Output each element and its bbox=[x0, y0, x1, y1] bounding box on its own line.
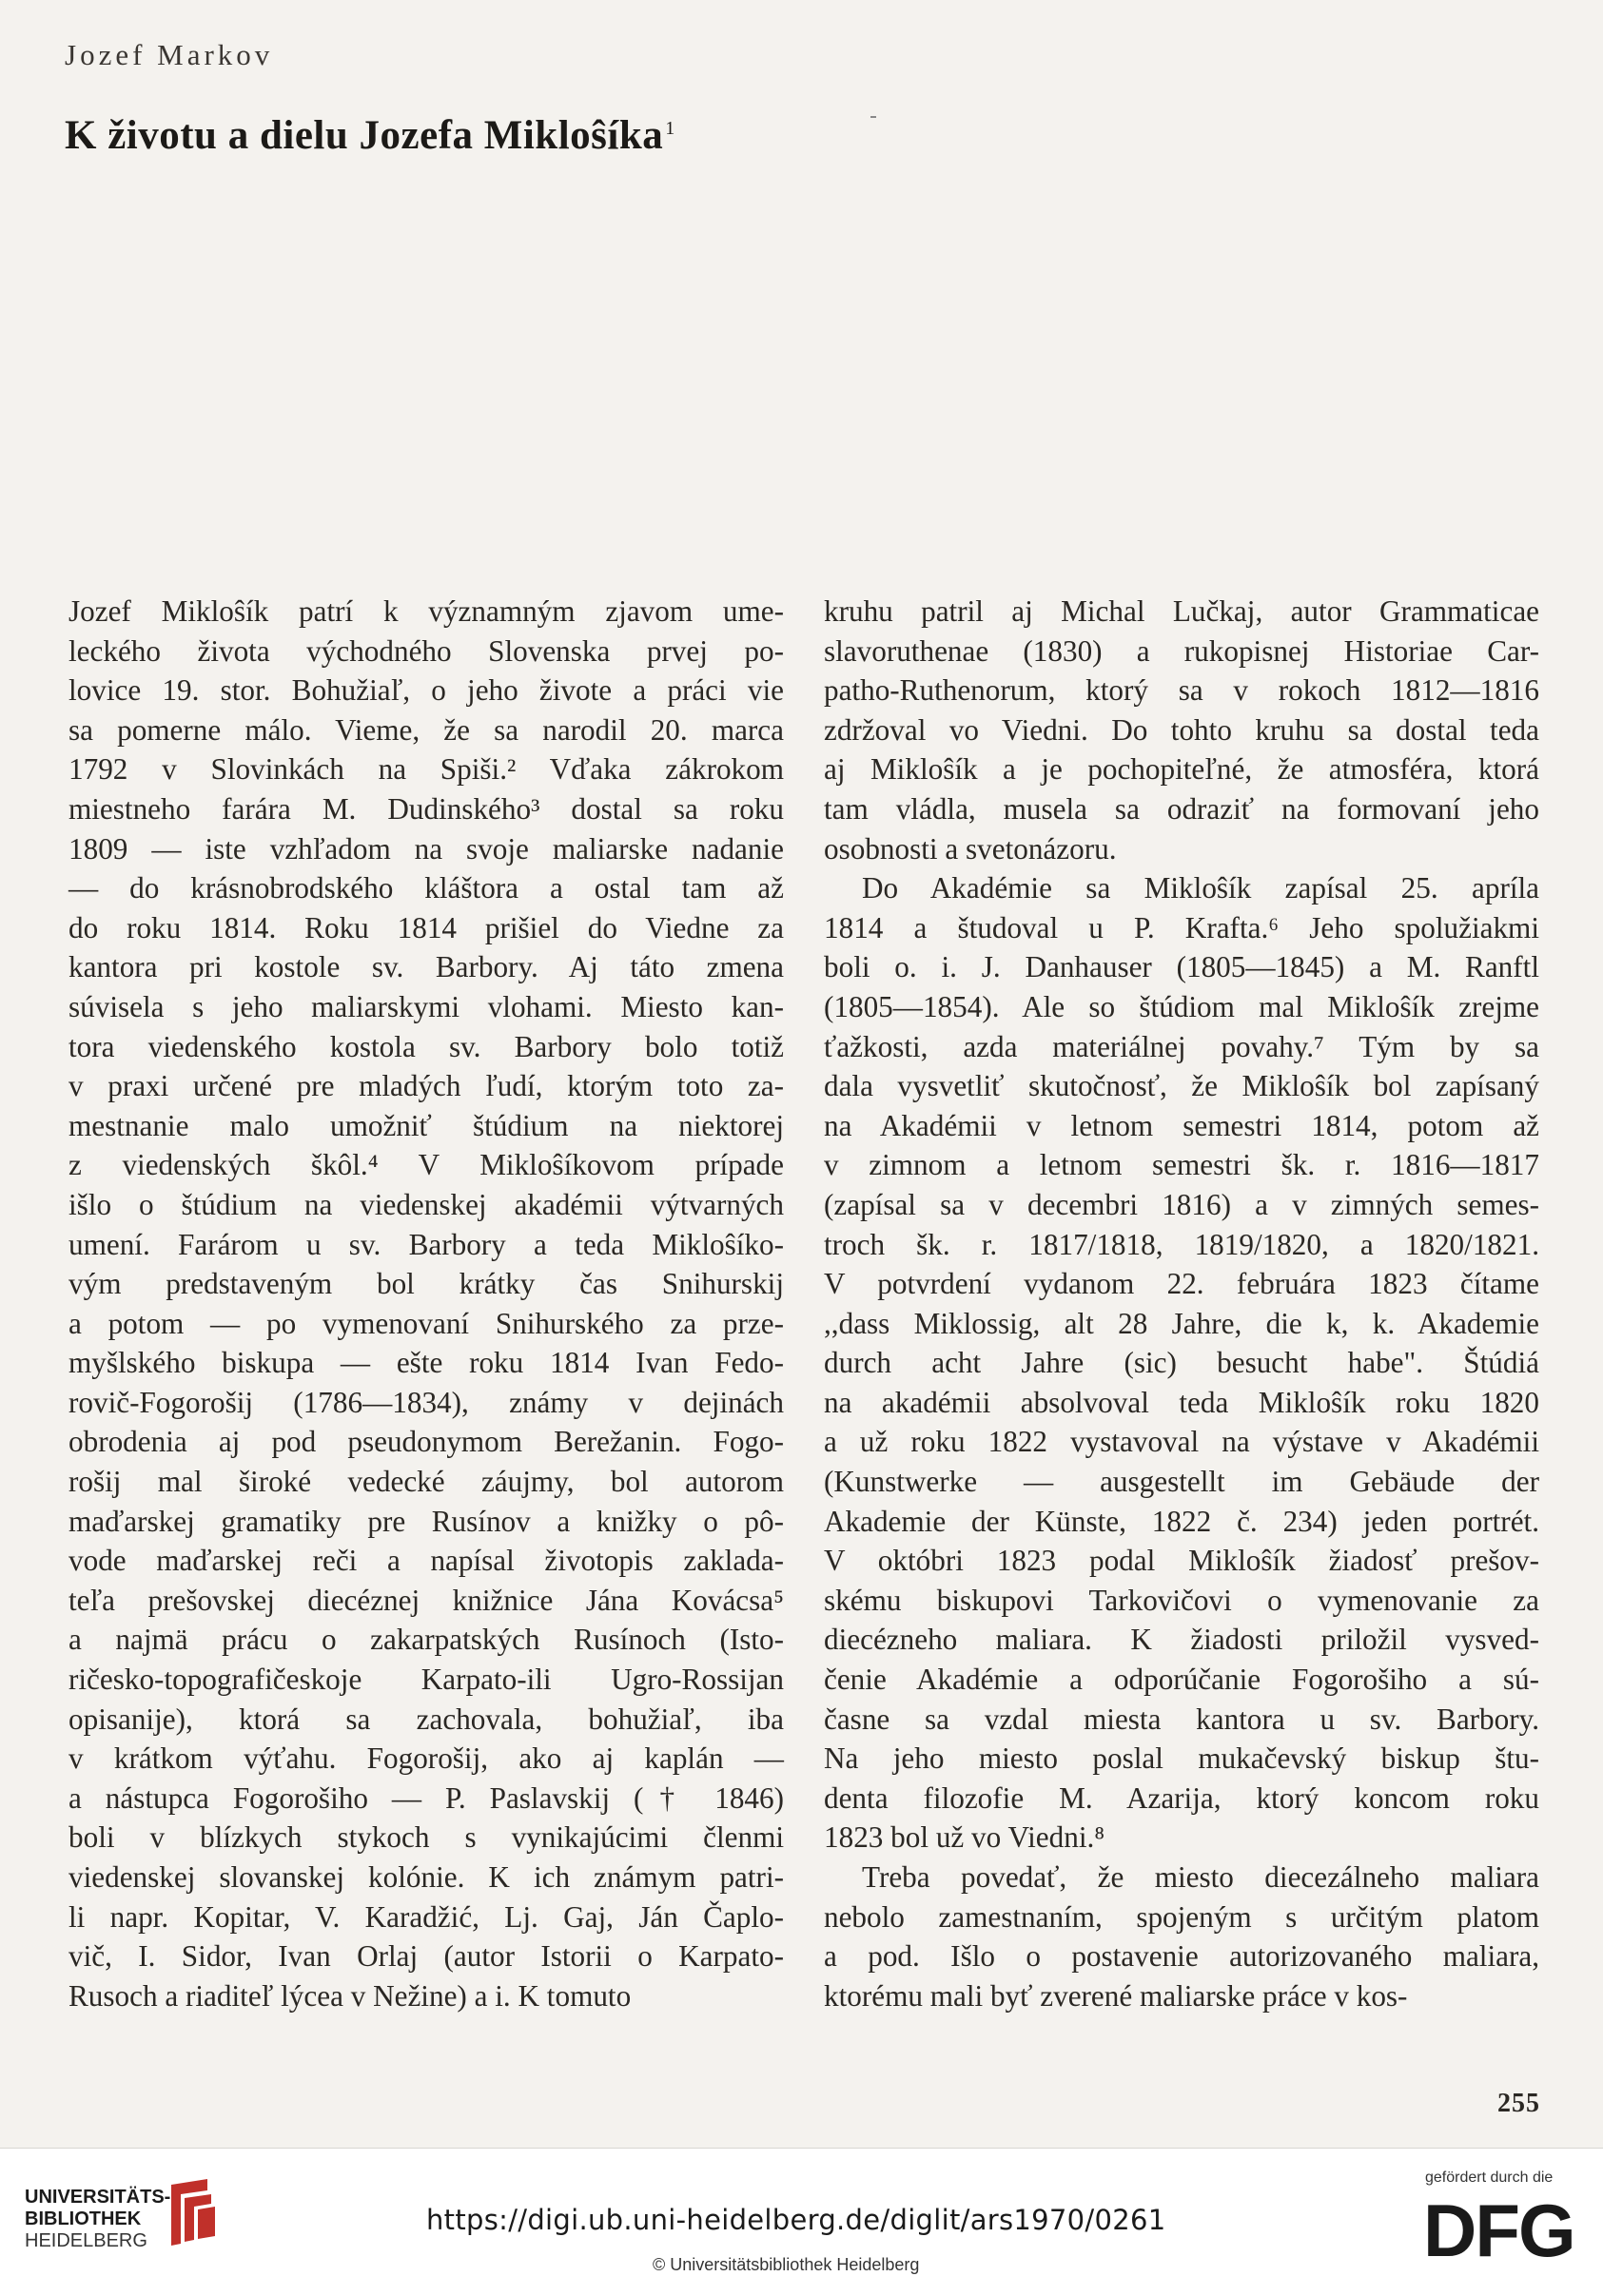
text-line: slavoruthenae (1830) a rukopisnej Historiae Car- bbox=[824, 633, 1539, 668]
library-name-line3: HEIDELBERG bbox=[25, 2230, 147, 2251]
title-footnote-mark: 1 bbox=[665, 117, 675, 139]
text-line: do roku 1814. Roku 1814 prišiel do Viedne za bbox=[68, 910, 784, 944]
funding-note: gefördert durch die bbox=[1425, 2170, 1554, 2186]
text-line: a potom — po vymenovaní Snihurského za prze- bbox=[68, 1306, 784, 1340]
library-logo-icon[interactable] bbox=[162, 2177, 219, 2253]
text-line: Do Akadémie sa Mikloŝík zapísal 25. apríla bbox=[862, 871, 1539, 905]
text-line: diecézneho maliara. K žiadosti priložil vysved- bbox=[824, 1623, 1539, 1657]
text-line: v krátkom výťahu. Fogorošij, ako aj kaplán — bbox=[68, 1741, 784, 1776]
text-line: súvisela s jeho maliarskymi vlohami. Miesto kan- bbox=[68, 989, 784, 1023]
text-line: a pod. Išlo o postavenie autorizovaného maliara, bbox=[824, 1939, 1539, 1974]
text-line: rovič-Fogorošij (1786—1834), známy v dejinách bbox=[68, 1385, 784, 1419]
text-line: obrodenia aj pod pseudonymom Berežanin. Fogo- bbox=[68, 1425, 784, 1459]
text-line: leckého života východného Slovenska prvej po- bbox=[68, 633, 784, 668]
text-line: a už roku 1822 vystavoval na výstave v Akadémii bbox=[824, 1425, 1539, 1459]
text-line: V potvrdení vydanom 22. februára 1823 čítame bbox=[824, 1267, 1539, 1301]
text-line: (zapísal sa v decembri 1816) a v zimných semes- bbox=[824, 1187, 1539, 1221]
text-line: osobnosti a svetonázoru. bbox=[824, 831, 1117, 866]
text-line: vode maďarskej reči a napísal životopis zaklada- bbox=[68, 1544, 784, 1578]
text-line: na akadémii absolvoval teda Mikloŝík roku 1820 bbox=[824, 1385, 1539, 1419]
dfg-logo[interactable]: DFG bbox=[1423, 2189, 1574, 2272]
text-line: (Kunstwerke — ausgestellt im Gebäude der bbox=[824, 1465, 1539, 1499]
text-line: v praxi určené pre mladých ľudí, ktorým toto za- bbox=[68, 1069, 784, 1103]
text-line: aj Mikloŝík a je pochopiteľné, že atmosféra, ktorá bbox=[824, 752, 1539, 787]
text-line: maďarskej gramatiky pre Rusínov a knižky o pô- bbox=[68, 1504, 784, 1538]
text-line: li napr. Kopitar, V. Karadžić, Lj. Gaj, Ján Čaplo- bbox=[68, 1899, 784, 1934]
text-line: myšlského biskupa — ešte roku 1814 Ivan Fedo- bbox=[68, 1346, 784, 1380]
text-line: v zimnom a letnom semestri šk. r. 1816—1817 bbox=[824, 1148, 1539, 1182]
text-line: ričesko-topografičeskoje Karpato-ili Ugro-Rossijan bbox=[68, 1663, 784, 1697]
text-line: čenie Akadémie a odporúčanie Fogorošiho a sú- bbox=[824, 1663, 1539, 1697]
text-line: Jozef Mikloŝík patrí k významným zjavom ume- bbox=[68, 594, 784, 628]
text-line: tam vládla, musela sa odraziť na formovaní jeho bbox=[824, 791, 1539, 826]
text-line: miestneho farára M. Dudinského³ dostal sa roku bbox=[68, 791, 784, 826]
library-name[interactable] bbox=[25, 2187, 170, 2252]
text-line: Akademie der Künste, 1822 č. 234) jeden portrét. bbox=[824, 1504, 1539, 1538]
text-line: 1823 bol už vo Viedni.⁸ bbox=[824, 1820, 1105, 1855]
text-line: viedenskej slovanskej kolónie. K ich známym patri- bbox=[68, 1860, 784, 1894]
text-line: tora viedenského kostola sv. Barbory bolo totiž bbox=[68, 1029, 784, 1063]
text-line: sa pomerne málo. Vieme, že sa narodil 20. marca bbox=[68, 712, 784, 747]
text-line: boli v blízkych stykoch s vynikajúcimi členmi bbox=[68, 1820, 784, 1855]
text-line: Na jeho miesto poslal mukačevský biskup štu- bbox=[824, 1741, 1539, 1776]
text-line: (1805—1854). Ale so štúdiom mal Mikloŝík zrejme bbox=[824, 989, 1539, 1023]
text-line: skému biskupovi Tarkovičovi o vymenovanie za bbox=[824, 1583, 1539, 1617]
left-text-column bbox=[68, 592, 784, 2015]
text-line: teľa prešovskej diecéznej knižnice Jána Kovácsa⁵ bbox=[68, 1583, 784, 1617]
author-name: Jozef Markov bbox=[65, 38, 274, 71]
text-line: išlo o štúdium na viedenskej akadémii výtvarných bbox=[68, 1187, 784, 1221]
permalink-url[interactable]: https://digi.ub.uni-heidelberg.de/diglit/ars1970/0261 bbox=[426, 2204, 1166, 2236]
text-line: umení. Farárom u sv. Barbory a teda Mikloŝíko- bbox=[68, 1227, 784, 1261]
library-name-line2: BIBLIOTHEK bbox=[25, 2208, 142, 2229]
text-line: durch acht Jahre (sic) besucht habe". Štúdiá bbox=[824, 1346, 1539, 1380]
text-line: ,,dass Miklossig, alt 28 Jahre, die k, k. Akademie bbox=[824, 1306, 1539, 1340]
text-line: kantora pri kostole sv. Barbory. Aj táto zmena bbox=[68, 950, 784, 984]
text-line: z viedenských škôl.⁴ V Mikloŝíkovom prípade bbox=[68, 1148, 784, 1182]
text-line: denta filozofie M. Azarija, ktorý koncom roku bbox=[824, 1780, 1539, 1815]
text-line: kruhu patril aj Michal Lučkaj, autor Grammaticae bbox=[824, 594, 1539, 628]
text-line: zdržoval vo Viedni. Do tohto kruhu sa dostal teda bbox=[824, 712, 1539, 747]
library-name-line1: UNIVERSITÄTS- bbox=[25, 2187, 171, 2208]
page-number: 255 bbox=[1497, 2089, 1540, 2118]
article-title bbox=[65, 112, 675, 159]
text-line: Treba povedať, že miesto diecezálneho maliara bbox=[862, 1860, 1539, 1894]
text-line: vým predstaveným bol krátky čas Snihurskij bbox=[68, 1267, 784, 1301]
text-line: ťažkosti, azda materiálnej povahy.⁷ Tým by sa bbox=[824, 1029, 1539, 1063]
text-line: 1814 a študoval u P. Krafta.⁶ Jeho spolužiakmi bbox=[824, 910, 1539, 944]
copyright-notice: © Universitätsbibliothek Heidelberg bbox=[653, 2255, 920, 2274]
text-line: — do krásnobrodského kláštora a ostal tam až bbox=[68, 871, 784, 905]
text-line: opisanije), ktorá sa zachovala, bohužiaľ, iba bbox=[68, 1702, 784, 1736]
text-line: a nástupca Fogorošiho — P. Paslavskij († 1846) bbox=[68, 1780, 784, 1815]
text-line: vič, I. Sidor, Ivan Orlaj (autor Istorii o Karpato- bbox=[68, 1939, 784, 1974]
text-line: a najmä prácu o zakarpatských Rusínoch (Isto- bbox=[68, 1623, 784, 1657]
scan-speck bbox=[870, 116, 876, 118]
right-text-column bbox=[824, 592, 1539, 2015]
text-line: Rusoch a riaditeľ lýcea v Nežine) a i. K tomuto bbox=[68, 1978, 632, 2013]
text-line: ktorému mali byť zverené maliarske práce v kos- bbox=[824, 1978, 1408, 2013]
text-line: nebolo zamestnaním, spojeným s určitým platom bbox=[824, 1899, 1539, 1934]
text-line: na Akadémii v letnom semestri 1814, potom až bbox=[824, 1108, 1539, 1142]
footer-bar bbox=[0, 2148, 1603, 2296]
article-title-text: K životu a dielu Jozefa Mikloŝíka bbox=[65, 113, 664, 158]
text-line: 1809 — iste vzhľadom na svoje maliarske nadanie bbox=[68, 831, 784, 866]
text-line: dala vysvetliť skutočnosť, že Mikloŝík bol zapísaný bbox=[824, 1069, 1539, 1103]
text-line: časne sa vzdal miesta kantora u sv. Barbory. bbox=[824, 1702, 1539, 1736]
text-line: boli o. i. J. Danhauser (1805—1845) a M. Ranftl bbox=[824, 950, 1539, 984]
text-line: mestnanie malo umožniť štúdium na niektorej bbox=[68, 1108, 784, 1142]
text-line: 1792 v Slovinkách na Spiši.² Vďaka zákrokom bbox=[68, 752, 784, 787]
text-line: patho-Ruthenorum, ktorý sa v rokoch 1812—1816 bbox=[824, 673, 1539, 708]
text-line: V októbri 1823 podal Mikloŝík žiadosť prešov- bbox=[824, 1544, 1539, 1578]
text-line: rošij mal široké vedecké záujmy, bol autorom bbox=[68, 1465, 784, 1499]
text-line: troch šk. r. 1817/1818, 1819/1820, a 1820/1821. bbox=[824, 1227, 1539, 1261]
text-line: lovice 19. stor. Bohužiaľ, o jeho živote a práci vie bbox=[68, 673, 784, 708]
